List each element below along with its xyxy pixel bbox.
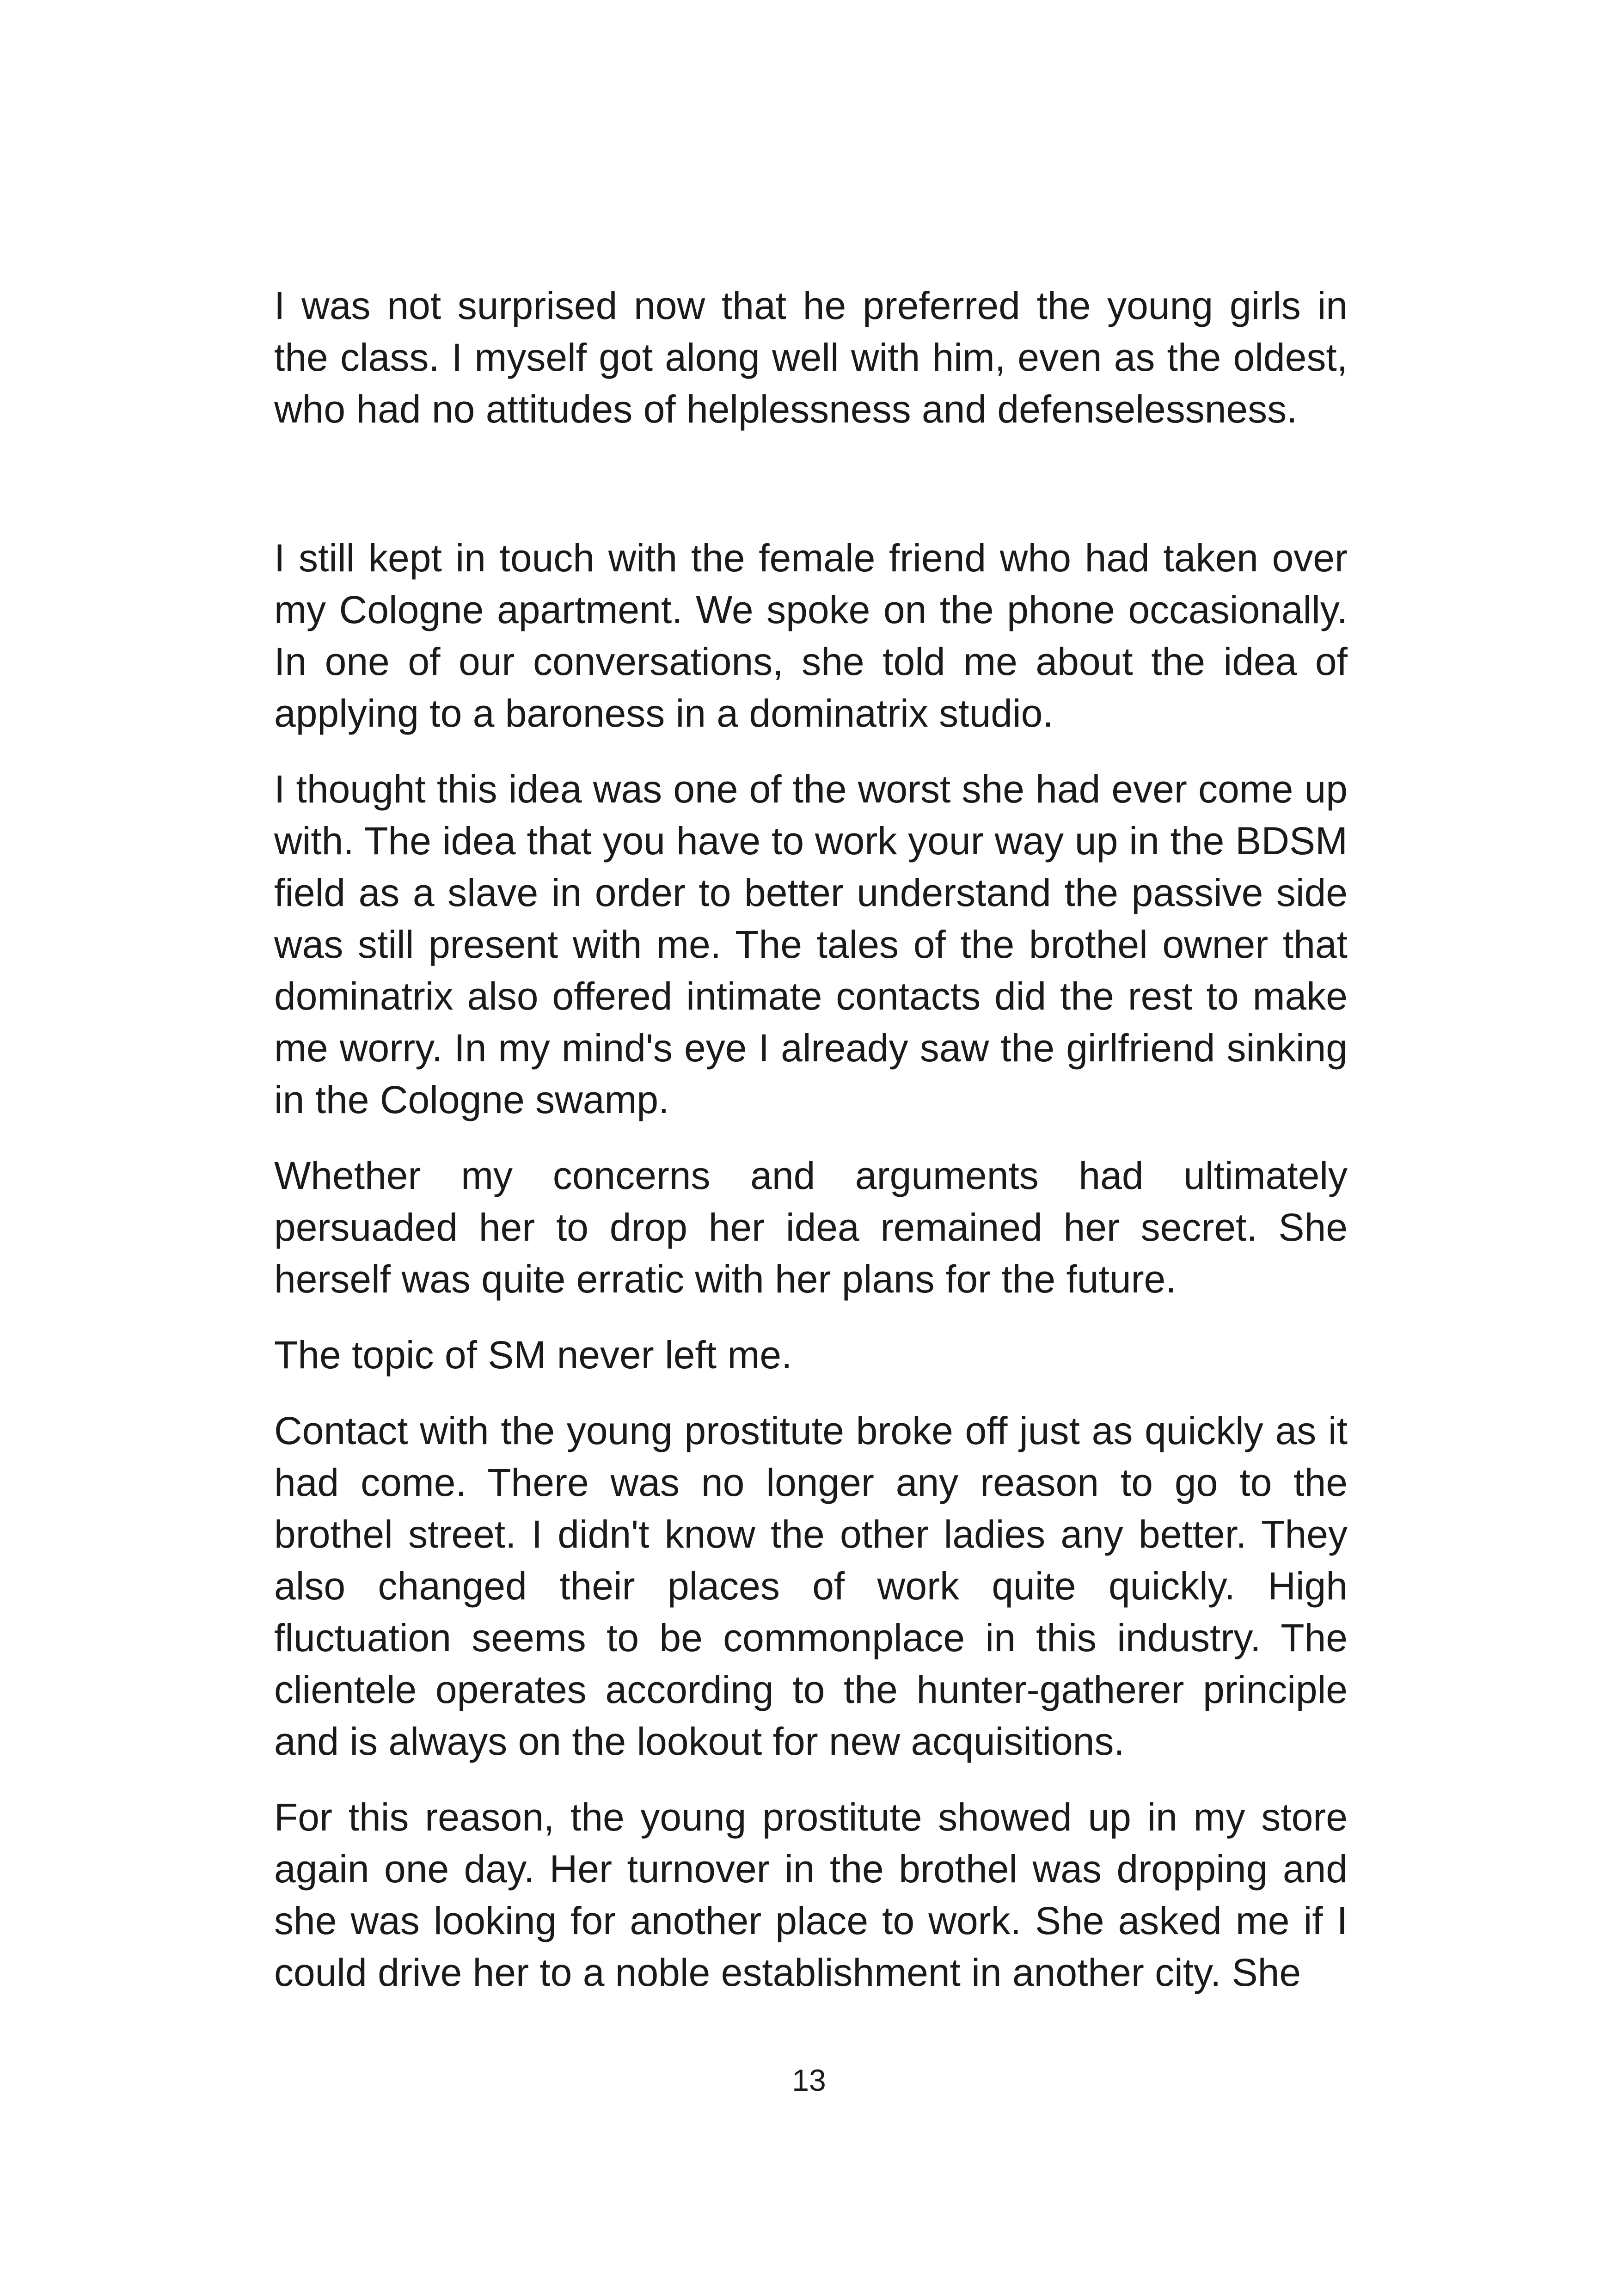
paragraph: I still kept in touch with the female friend who had taken over my Cologne apartment. We spoke on the phone occasionally. In one of our conversations, she told me about the idea of applying to a baroness in a dominatrix studio. <box>274 536 1348 735</box>
paragraph: The topic of SM never left me. <box>274 1333 792 1377</box>
paragraph: Whether my concerns and arguments had ultimately persuaded her to drop her idea remained her secret. She herself was quite erratic with her plans for the future. <box>274 1154 1348 1301</box>
paragraph: For this reason, the young prostitute showed up in my store again one day. Her turnover in the brothel was dropping and she was looking for another place to work. She asked me if I could drive her to a noble establishment in another city. She <box>274 1795 1348 1994</box>
page-number: 13 <box>792 2063 826 2097</box>
body-text <box>274 280 1348 2022</box>
paragraph: Contact with the young prostitute broke off just as quickly as it had come. There was no longer any reason to go to the brothel street. I didn't know the other ladies any better. They also changed their places of work quite quickly. High fluctuation seems to be commonplace in this industry. The clientele operates according to the hunter-gatherer principle and is always on the lookout for new acquisitions. <box>274 1409 1348 1763</box>
paragraph: I was not surprised now that he preferred the young girls in the class. I myself got along well with him, even as the oldest, who had no attitudes of helplessness and defenselessness. <box>274 284 1348 431</box>
paragraph: I thought this idea was one of the worst she had ever come up with. The idea that you have to work your way up in the BDSM field as a slave in order to better understand the passive side was still present with me. The tales of the brothel owner that dominatrix also offered intimate contacts did the rest to make me worry. In my mind's eye I already saw the girlfriend sinking in the Cologne swamp. <box>274 767 1348 1121</box>
